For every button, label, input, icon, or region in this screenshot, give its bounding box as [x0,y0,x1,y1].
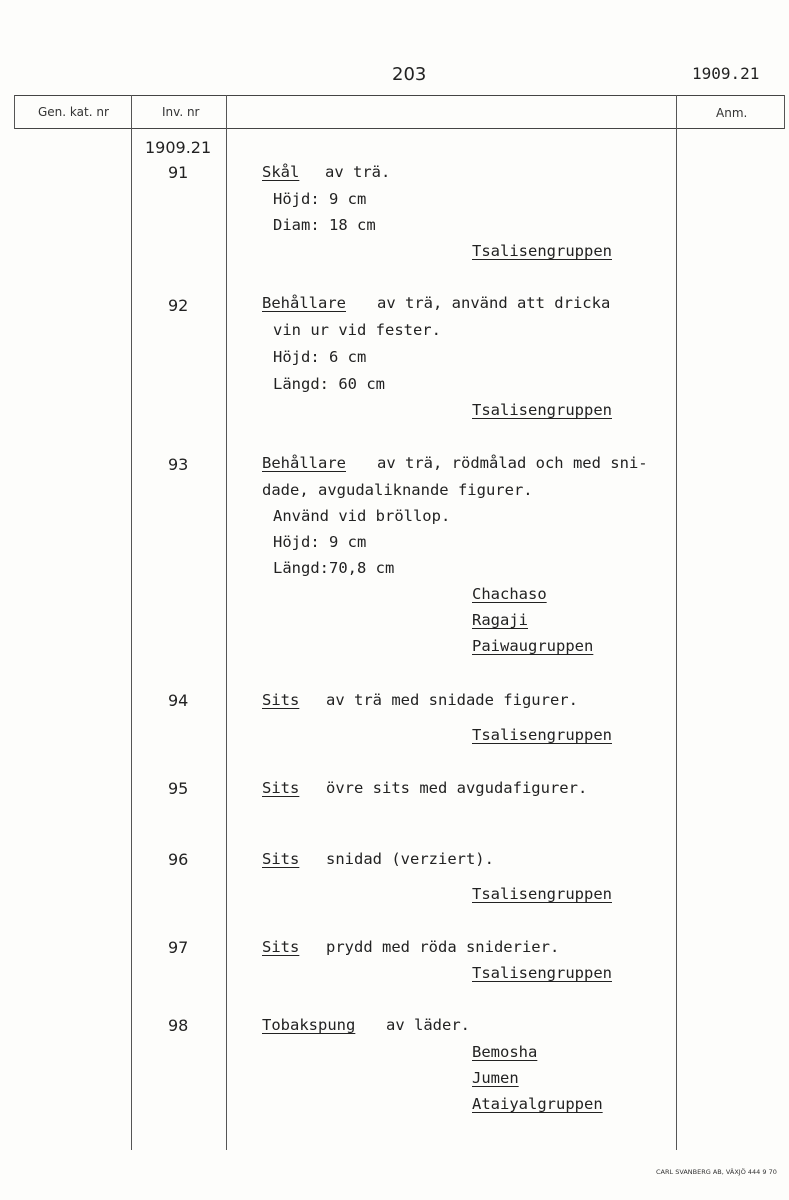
column-header-inv: Inv. nr [162,105,200,119]
group-name: Chachaso [472,585,547,603]
description-line: Längd: 60 cm [273,375,385,393]
object-title: Sits [262,691,300,709]
description-line: vin ur vid fester. [273,321,441,339]
inv-number: 93 [168,455,189,474]
column-divider-desc-anm [676,95,677,1150]
group-name: Tsalisengruppen [472,964,612,982]
object-title: Skål [262,163,300,181]
group-name: Ragaji [472,611,528,629]
inv-number: 94 [168,691,189,710]
description-line: prydd med röda sniderier. [326,938,560,956]
column-header-gen-kat: Gen. kat. nr [38,105,109,119]
group-name: Paiwaugruppen [472,637,594,655]
description-line: av trä. [325,163,391,181]
inv-number: 96 [168,850,189,869]
printer-footer: CARL SVANBERG AB, VÄXJÖ 444 9 70 [656,1168,777,1176]
description-line: Höjd: 6 cm [273,348,367,366]
description-line: dade, avgudaliknande figurer. [262,481,533,499]
description-line: Höjd: 9 cm [273,190,367,208]
column-divider-inv-desc [226,95,227,1150]
page-number: 203 [392,64,427,85]
inv-number: 91 [168,163,189,182]
description-line: Diam: 18 cm [273,216,376,234]
object-title: Tobakspung [262,1016,356,1034]
object-title: Sits [262,938,300,956]
description-line: av läder. [386,1016,470,1034]
column-divider-gen-inv [131,95,132,1150]
inv-number: 98 [168,1016,189,1035]
group-name: Tsalisengruppen [472,885,612,903]
group-name: Jumen [472,1069,519,1087]
catalog-number: 1909.21 [692,64,760,83]
group-name: Tsalisengruppen [472,401,612,419]
description-line: Höjd: 9 cm [273,533,367,551]
group-name: Tsalisengruppen [472,242,612,260]
object-title: Sits [262,779,300,797]
group-name: Ataiyalgruppen [472,1095,603,1113]
object-title: Behållare [262,294,346,312]
right-border [784,95,785,129]
group-name: Bemosha [472,1043,538,1061]
description-line: Använd vid bröllop. [273,507,451,525]
object-title: Behållare [262,454,346,472]
catalog-reference: 1909.21 [145,138,212,157]
table-header-rule [14,128,784,129]
left-border [14,95,15,129]
object-title: Sits [262,850,300,868]
description-line: av trä med snidade figurer. [326,691,578,709]
group-name: Tsalisengruppen [472,726,612,744]
table-top-rule [14,95,784,96]
inv-number: 92 [168,296,189,315]
description-line: övre sits med avgudafigurer. [326,779,588,797]
inv-number: 95 [168,779,189,798]
description-line: av trä, använd att dricka [377,294,611,312]
description-line: snidad (verziert). [326,850,494,868]
description-line: Längd:70,8 cm [273,559,395,577]
column-header-anm: Anm. [716,106,748,120]
description-line: av trä, rödmålad och med sni- [377,454,648,472]
inv-number: 97 [168,938,189,957]
